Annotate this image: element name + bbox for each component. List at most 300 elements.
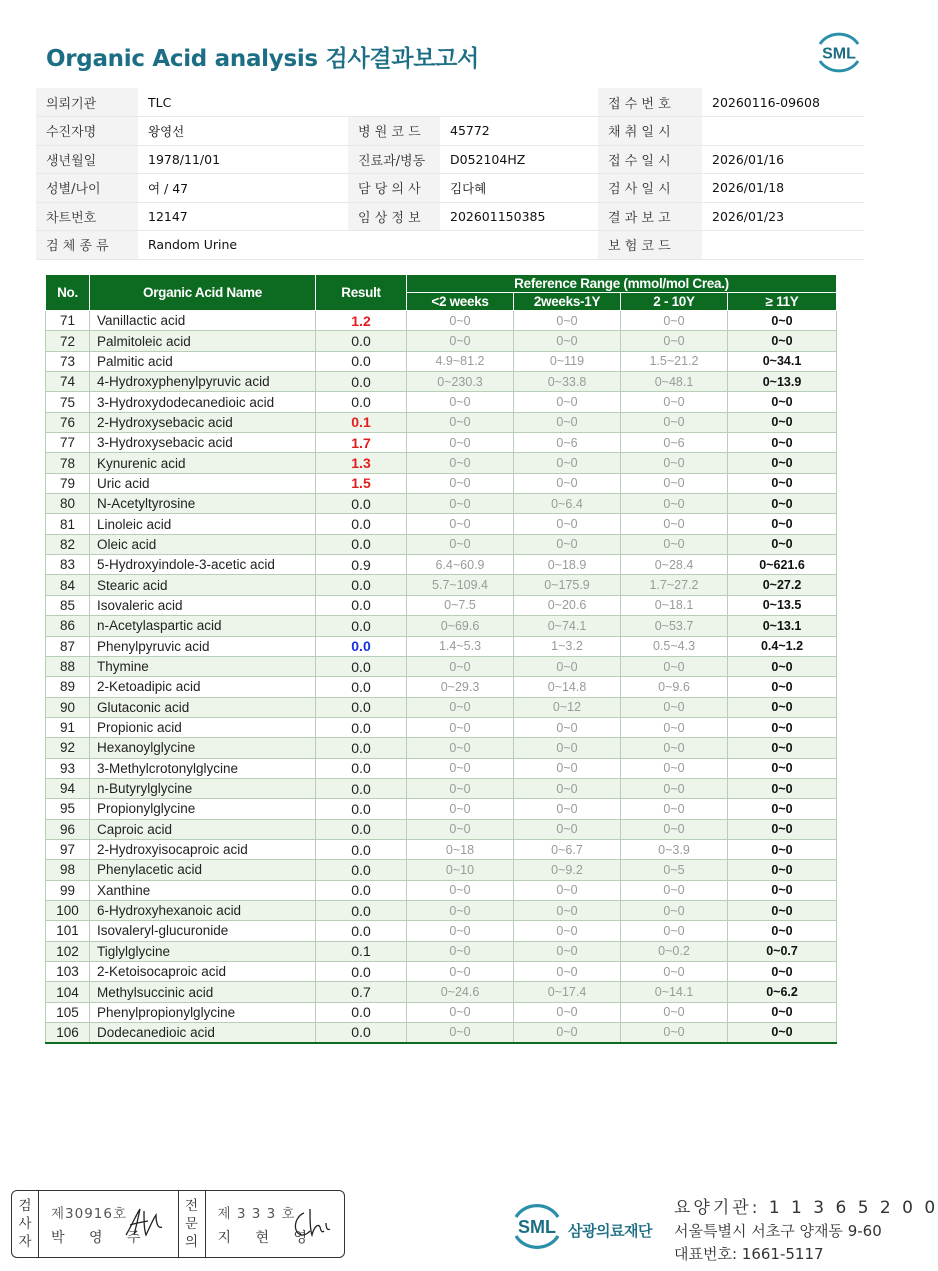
row-number: 84 (46, 575, 90, 595)
footer-address-block (674, 1197, 938, 1266)
acid-name: Linoleic acid (90, 514, 316, 534)
col-no-header: No. (46, 275, 90, 311)
acid-name: Vanillactic acid (90, 311, 316, 331)
result-value (316, 575, 407, 595)
row-number: 74 (46, 372, 90, 392)
ref-2w-1y: 0~0 (514, 453, 621, 473)
row-number: 73 (46, 351, 90, 371)
result-value (316, 921, 407, 941)
result-value (316, 372, 407, 392)
signature-box (11, 1190, 345, 1258)
result-value (316, 799, 407, 819)
acid-name: Tiglylglycine (90, 941, 316, 961)
ref-lt2w: 0~29.3 (407, 677, 514, 697)
table-row (46, 412, 837, 432)
table-row (46, 880, 837, 900)
row-number: 106 (46, 1023, 90, 1043)
ref-lt2w: 0~0 (407, 311, 514, 331)
ref-ge11y: 0~0 (728, 1023, 837, 1043)
ref-2-10y: 0~0 (621, 880, 728, 900)
result-value (316, 595, 407, 615)
info-value: 12147 (138, 202, 348, 231)
acid-name: 4-Hydroxyphenylpyruvic acid (90, 372, 316, 392)
table-row (46, 799, 837, 819)
info-value: TLC (138, 88, 348, 117)
col-range-lt2w: <2 weeks (407, 293, 514, 311)
table-row (46, 677, 837, 697)
tester-signature-icon (122, 1205, 166, 1241)
row-number: 83 (46, 555, 90, 575)
col-name-header: Organic Acid Name (90, 275, 316, 311)
info-value: 왕영선 (138, 117, 348, 146)
acid-name: 2-Hydroxysebacic acid (90, 412, 316, 432)
ref-2-10y: 1.7~27.2 (621, 575, 728, 595)
ref-2w-1y: 0~0 (514, 717, 621, 737)
table-row (46, 433, 837, 453)
ref-2w-1y: 0~20.6 (514, 595, 621, 615)
acid-name: 3-Methylcrotonylglycine (90, 758, 316, 778)
ref-2w-1y: 0~12 (514, 697, 621, 717)
info-label: 결 과 보 고 (598, 202, 702, 231)
info-value: 1978/11/01 (138, 145, 348, 174)
result-text: 0.0 (351, 841, 371, 858)
ref-2-10y: 0~0 (621, 697, 728, 717)
table-row (46, 758, 837, 778)
ref-ge11y: 0~0 (728, 738, 837, 758)
ref-2w-1y: 0~0 (514, 819, 621, 839)
result-value (316, 616, 407, 636)
result-text: 0.1 (351, 414, 371, 431)
table-row (46, 575, 837, 595)
info-label: 검 사 일 시 (598, 174, 702, 203)
result-value (316, 1002, 407, 1022)
ref-ge11y: 0~0 (728, 453, 837, 473)
row-number: 95 (46, 799, 90, 819)
result-text: 0.0 (351, 495, 371, 512)
ref-2-10y: 0~0 (621, 738, 728, 758)
row-number: 89 (46, 677, 90, 697)
info-row (36, 174, 864, 203)
ref-lt2w: 0~0 (407, 433, 514, 453)
info-row (36, 231, 864, 260)
ref-lt2w: 0~0 (407, 900, 514, 920)
result-text: 1.2 (351, 312, 371, 329)
info-value: 2026/01/16 (702, 145, 864, 174)
tester-name: 박 영 주 (51, 1230, 151, 1246)
acid-name: Hexanoylglycine (90, 738, 316, 758)
acid-name: 2-Ketoisocaproic acid (90, 962, 316, 982)
result-value (316, 900, 407, 920)
table-row (46, 778, 837, 798)
ref-2w-1y: 0~0 (514, 900, 621, 920)
ref-ge11y: 0~621.6 (728, 555, 837, 575)
info-row (36, 202, 864, 231)
ref-lt2w: 0~0 (407, 921, 514, 941)
ref-2-10y: 0~0 (621, 494, 728, 514)
info-value: 김다혜 (440, 174, 598, 203)
ref-2w-1y: 0~0 (514, 392, 621, 412)
ref-2w-1y: 0~0 (514, 778, 621, 798)
ref-lt2w: 0~18 (407, 839, 514, 859)
foundation-name: 삼광의료재단 (568, 1222, 652, 1240)
acid-name: Propionylglycine (90, 799, 316, 819)
row-number: 79 (46, 473, 90, 493)
result-text: 0.0 (351, 353, 371, 370)
result-value (316, 758, 407, 778)
ref-lt2w: 0~0 (407, 534, 514, 554)
ref-lt2w: 0~0 (407, 819, 514, 839)
row-number: 86 (46, 616, 90, 636)
acid-name: Glutaconic acid (90, 697, 316, 717)
info-value: 2026/01/18 (702, 174, 864, 203)
row-number: 102 (46, 941, 90, 961)
info-row (36, 88, 864, 117)
ref-2w-1y: 0~6 (514, 433, 621, 453)
ref-ge11y: 0~0 (728, 1002, 837, 1022)
ref-lt2w: 6.4~60.9 (407, 555, 514, 575)
tester-license: 제30916호 (51, 1206, 128, 1222)
ref-2w-1y: 0~6.4 (514, 494, 621, 514)
table-row (46, 616, 837, 636)
acid-name: Palmitoleic acid (90, 331, 316, 351)
table-row (46, 311, 837, 331)
ref-ge11y: 0~0 (728, 880, 837, 900)
ref-lt2w: 0~0 (407, 331, 514, 351)
ref-ge11y: 0~0 (728, 433, 837, 453)
result-text: 0.0 (351, 394, 371, 411)
acid-name: n-Acetylaspartic acid (90, 616, 316, 636)
ref-ge11y: 0~27.2 (728, 575, 837, 595)
ref-2-10y: 0~0 (621, 717, 728, 737)
result-text: 0.0 (351, 739, 371, 756)
ref-lt2w: 0~230.3 (407, 372, 514, 392)
result-text: 0.0 (351, 678, 371, 695)
ref-2w-1y: 0~0 (514, 534, 621, 554)
ref-2-10y: 0~53.7 (621, 616, 728, 636)
result-text: 0.0 (351, 780, 371, 797)
organic-acid-table (45, 274, 837, 1044)
ref-lt2w: 4.9~81.2 (407, 351, 514, 371)
acid-name: Xanthine (90, 880, 316, 900)
info-label (348, 231, 440, 260)
ref-2w-1y: 0~0 (514, 331, 621, 351)
ref-2w-1y: 0~74.1 (514, 616, 621, 636)
info-label: 진료과/병동 (348, 145, 440, 174)
result-value (316, 941, 407, 961)
info-label: 수진자명 (36, 117, 138, 146)
ref-2-10y: 0~0 (621, 900, 728, 920)
row-number: 77 (46, 433, 90, 453)
ref-2w-1y: 0~9.2 (514, 860, 621, 880)
row-number: 75 (46, 392, 90, 412)
col-result-header: Result (316, 275, 407, 311)
row-number: 71 (46, 311, 90, 331)
ref-2w-1y: 0~17.4 (514, 982, 621, 1002)
row-number: 80 (46, 494, 90, 514)
ref-2-10y: 0~0 (621, 534, 728, 554)
ref-2-10y: 0~0 (621, 331, 728, 351)
table-row (46, 839, 837, 859)
ref-2w-1y: 1~3.2 (514, 636, 621, 656)
ref-2-10y: 0~14.1 (621, 982, 728, 1002)
ref-2w-1y: 0~0 (514, 514, 621, 534)
result-text: 0.0 (351, 1024, 371, 1041)
result-value (316, 392, 407, 412)
info-label: 보 험 코 드 (598, 231, 702, 260)
row-number: 103 (46, 962, 90, 982)
ref-lt2w: 0~0 (407, 758, 514, 778)
ref-ge11y: 0~0 (728, 331, 837, 351)
row-number: 90 (46, 697, 90, 717)
info-label: 성별/나이 (36, 174, 138, 203)
ref-2-10y: 0~0 (621, 412, 728, 432)
result-value (316, 555, 407, 575)
acid-name: 5-Hydroxyindole-3-acetic acid (90, 555, 316, 575)
ref-2-10y: 0~9.6 (621, 677, 728, 697)
row-number: 82 (46, 534, 90, 554)
acid-name: Kynurenic acid (90, 453, 316, 473)
ref-ge11y: 0~0 (728, 677, 837, 697)
table-row (46, 819, 837, 839)
specialist-label: 전 문 의 (179, 1191, 206, 1257)
result-text: 0.0 (351, 373, 371, 390)
row-number: 96 (46, 819, 90, 839)
result-text: 0.0 (351, 597, 371, 614)
ref-2-10y: 0~0 (621, 453, 728, 473)
result-value (316, 433, 407, 453)
result-text: 0.0 (351, 638, 371, 655)
agency-code: 요양기관: 1 1 3 6 5 2 0 0 (674, 1198, 938, 1218)
table-row (46, 595, 837, 615)
ref-lt2w: 0~69.6 (407, 616, 514, 636)
info-label: 접 수 번 호 (598, 88, 702, 117)
ref-lt2w: 0~0 (407, 494, 514, 514)
row-number: 99 (46, 880, 90, 900)
ref-2w-1y: 0~0 (514, 473, 621, 493)
result-text: 0.0 (351, 699, 371, 716)
row-number: 93 (46, 758, 90, 778)
ref-lt2w: 0~0 (407, 412, 514, 432)
ref-ge11y: 0~0.7 (728, 941, 837, 961)
ref-2-10y: 0~5 (621, 860, 728, 880)
ref-lt2w: 0~0 (407, 1002, 514, 1022)
ref-2-10y: 0~0 (621, 1023, 728, 1043)
result-text: 1.3 (351, 455, 371, 472)
row-number: 76 (46, 412, 90, 432)
result-text: 0.7 (351, 984, 371, 1001)
ref-ge11y: 0~0 (728, 758, 837, 778)
ref-ge11y: 0~13.9 (728, 372, 837, 392)
table-row (46, 636, 837, 656)
specialist-cell (206, 1191, 345, 1257)
result-text: 0.1 (351, 943, 371, 960)
ref-ge11y: 0~0 (728, 656, 837, 676)
acid-name: Phenylpropionylglycine (90, 1002, 316, 1022)
ref-2-10y: 0~3.9 (621, 839, 728, 859)
row-number: 101 (46, 921, 90, 941)
ref-2-10y: 0~0 (621, 514, 728, 534)
ref-lt2w: 0~0 (407, 473, 514, 493)
info-label: 생년월일 (36, 145, 138, 174)
result-text: 0.0 (351, 902, 371, 919)
info-label: 병 원 코 드 (348, 117, 440, 146)
acid-name: Palmitic acid (90, 351, 316, 371)
table-row (46, 372, 837, 392)
ref-2w-1y: 0~33.8 (514, 372, 621, 392)
acid-name: 2-Hydroxyisocaproic acid (90, 839, 316, 859)
info-label: 채 취 일 시 (598, 117, 702, 146)
result-text: 0.0 (351, 577, 371, 594)
row-number: 105 (46, 1002, 90, 1022)
ref-2-10y: 0~0 (621, 799, 728, 819)
sml-logo-icon (812, 28, 866, 76)
ref-lt2w: 0~0 (407, 941, 514, 961)
ref-lt2w: 0~0 (407, 1023, 514, 1043)
result-value (316, 311, 407, 331)
table-row (46, 1023, 837, 1043)
info-value: 여 / 47 (138, 174, 348, 203)
table-row (46, 351, 837, 371)
acid-name: Phenylacetic acid (90, 860, 316, 880)
ref-2-10y: 0~0 (621, 819, 728, 839)
ref-ge11y: 0~0 (728, 514, 837, 534)
result-text: 0.0 (351, 800, 371, 817)
acid-name: 3-Hydroxydodecanedioic acid (90, 392, 316, 412)
acid-name: 6-Hydroxyhexanoic acid (90, 900, 316, 920)
result-text: 0.0 (351, 821, 371, 838)
result-value (316, 697, 407, 717)
result-value (316, 1023, 407, 1043)
ref-2w-1y: 0~0 (514, 311, 621, 331)
info-value: 45772 (440, 117, 598, 146)
ref-lt2w: 0~0 (407, 392, 514, 412)
row-number: 88 (46, 656, 90, 676)
ref-2w-1y: 0~18.9 (514, 555, 621, 575)
ref-2w-1y: 0~0 (514, 921, 621, 941)
ref-2w-1y: 0~6.7 (514, 839, 621, 859)
acid-name: Oleic acid (90, 534, 316, 554)
ref-ge11y: 0~13.1 (728, 616, 837, 636)
ref-ge11y: 0~0 (728, 534, 837, 554)
row-number: 94 (46, 778, 90, 798)
result-text: 1.7 (351, 434, 371, 451)
acid-name: Caproic acid (90, 819, 316, 839)
result-value (316, 738, 407, 758)
ref-ge11y: 0~0 (728, 717, 837, 737)
table-row (46, 738, 837, 758)
info-value: 2026/01/23 (702, 202, 864, 231)
address: 서울특별시 서초구 양재동 9-60 (674, 1222, 882, 1240)
col-range-2-10y: 2 - 10Y (621, 293, 728, 311)
ref-2-10y: 0~0 (621, 1002, 728, 1022)
info-value: D052104HZ (440, 145, 598, 174)
result-value (316, 494, 407, 514)
ref-2w-1y: 0~0 (514, 962, 621, 982)
ref-2-10y: 0~0 (621, 921, 728, 941)
row-number: 81 (46, 514, 90, 534)
acid-name: n-Butyrylglycine (90, 778, 316, 798)
ref-ge11y: 0~0 (728, 697, 837, 717)
acid-name: 2-Ketoadipic acid (90, 677, 316, 697)
ref-ge11y: 0~0 (728, 799, 837, 819)
ref-2-10y: 0~28.4 (621, 555, 728, 575)
patient-info-table (36, 88, 864, 260)
result-value (316, 982, 407, 1002)
acid-name: N-Acetyltyrosine (90, 494, 316, 514)
result-value (316, 412, 407, 432)
row-number: 85 (46, 595, 90, 615)
result-value (316, 514, 407, 534)
info-value: Random Urine (138, 231, 348, 260)
ref-ge11y: 0~0 (728, 962, 837, 982)
result-value (316, 819, 407, 839)
info-value (702, 231, 864, 260)
acid-name: Stearic acid (90, 575, 316, 595)
acid-name: 3-Hydroxysebacic acid (90, 433, 316, 453)
ref-ge11y: 0~0 (728, 392, 837, 412)
col-range-2w-1y: 2weeks-1Y (514, 293, 621, 311)
ref-ge11y: 0.4~1.2 (728, 636, 837, 656)
ref-ge11y: 0~0 (728, 778, 837, 798)
info-value (440, 88, 598, 117)
info-value (702, 117, 864, 146)
ref-lt2w: 0~7.5 (407, 595, 514, 615)
ref-2-10y: 0~0 (621, 392, 728, 412)
result-value (316, 717, 407, 737)
info-label: 접 수 일 시 (598, 145, 702, 174)
info-row (36, 145, 864, 174)
result-value (316, 351, 407, 371)
table-row (46, 921, 837, 941)
acid-name: Propionic acid (90, 717, 316, 737)
info-value: 202601150385 (440, 202, 598, 231)
sml-footer-logo-icon (508, 1199, 566, 1253)
row-number: 92 (46, 738, 90, 758)
ref-lt2w: 0~24.6 (407, 982, 514, 1002)
row-number: 72 (46, 331, 90, 351)
acid-name: Methylsuccinic acid (90, 982, 316, 1002)
info-label (348, 88, 440, 117)
result-value (316, 656, 407, 676)
result-text: 0.9 (351, 556, 371, 573)
ref-ge11y: 0~34.1 (728, 351, 837, 371)
result-value (316, 534, 407, 554)
row-number: 104 (46, 982, 90, 1002)
ref-lt2w: 0~0 (407, 717, 514, 737)
result-value (316, 778, 407, 798)
ref-2-10y: 0.5~4.3 (621, 636, 728, 656)
ref-ge11y: 0~0 (728, 819, 837, 839)
ref-2w-1y: 0~0 (514, 1002, 621, 1022)
result-text: 0.0 (351, 922, 371, 939)
result-value (316, 839, 407, 859)
result-text: 0.0 (351, 861, 371, 878)
result-text: 0.0 (351, 658, 371, 675)
table-row (46, 453, 837, 473)
result-text: 0.0 (351, 882, 371, 899)
row-number: 87 (46, 636, 90, 656)
result-text: 0.0 (351, 617, 371, 634)
row-number: 100 (46, 900, 90, 920)
ref-2-10y: 0~0 (621, 473, 728, 493)
row-number: 91 (46, 717, 90, 737)
ref-lt2w: 0~0 (407, 738, 514, 758)
ref-2w-1y: 0~0 (514, 941, 621, 961)
acid-name: Uric acid (90, 473, 316, 493)
acid-name: Dodecanedioic acid (90, 1023, 316, 1043)
table-row (46, 514, 837, 534)
ref-2w-1y: 0~0 (514, 1023, 621, 1043)
